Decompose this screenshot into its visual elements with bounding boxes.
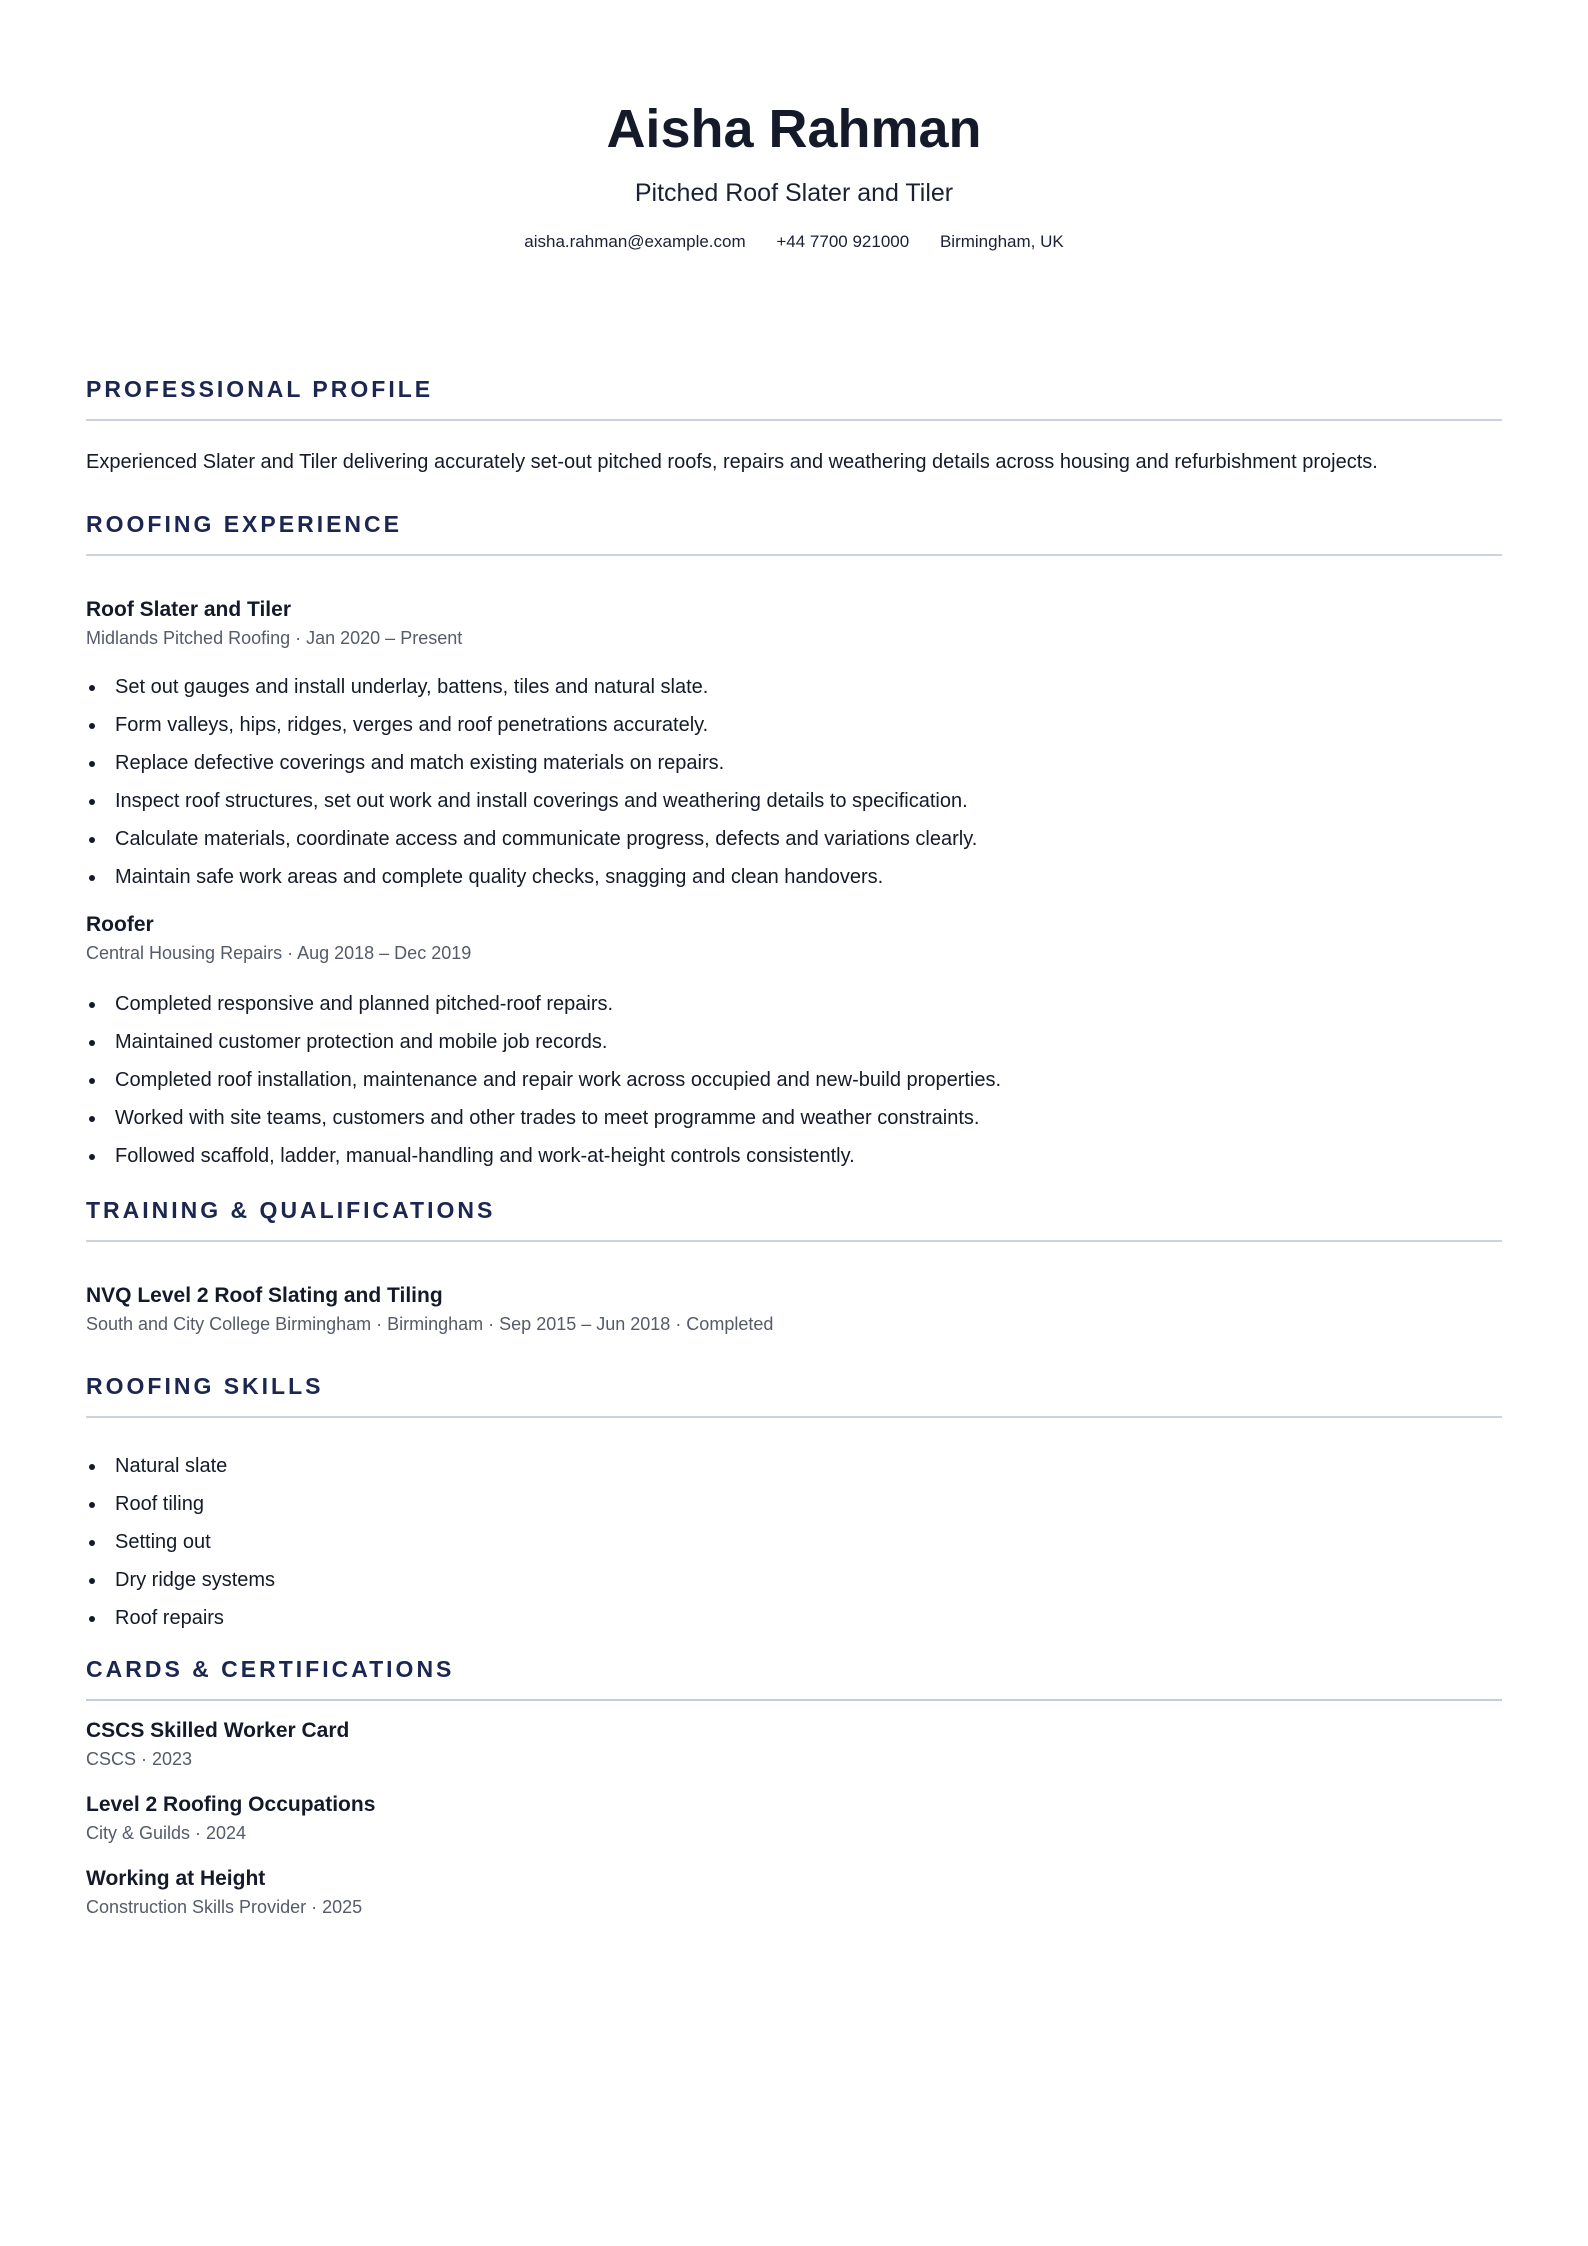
job-bullet: Followed scaffold, ladder, manual-handling and work-at-height controls consistently. (86, 1142, 1502, 1170)
job-bullets (86, 990, 1502, 1170)
qualification-name: NVQ Level 2 Roof Slating and Tiling (86, 1284, 443, 1307)
job-bullet: Completed roof installation, maintenance and repair work across occupied and new-build properties. (86, 1066, 1502, 1094)
certification-entry (86, 1790, 1502, 1846)
job-bullet: Set out gauges and install underlay, battens, tiles and natural slate. (86, 673, 1502, 701)
job-bullet: Replace defective coverings and match existing materials on repairs. (86, 749, 1502, 777)
section-divider (86, 554, 1502, 556)
certification-meta: Construction Skills Provider · 2025 (86, 1897, 363, 1917)
certification-entry (86, 1716, 1502, 1772)
job-bullet: Worked with site teams, customers and other trades to meet programme and weather constraints. (86, 1104, 1502, 1132)
qualification-meta: South and City College Birmingham · Birmingham · Sep 2015 – Jun 2018 · Completed (86, 1314, 774, 1334)
section-title-profile: PROFESSIONAL PROFILE (86, 376, 434, 402)
job-title: Roofer (86, 913, 154, 936)
section-title-experience: ROOFING EXPERIENCE (86, 511, 402, 537)
certification-entry (86, 1864, 1502, 1920)
section-divider (86, 419, 1502, 421)
qualification-entry (86, 1281, 1502, 1337)
section-divider (86, 1240, 1502, 1242)
certification-name: CSCS Skilled Worker Card (86, 1719, 350, 1742)
skills-section (86, 1370, 1502, 1632)
job-bullet: Maintain safe work areas and complete quality checks, snagging and clean handovers. (86, 863, 1502, 891)
job-meta: Central Housing Repairs · Aug 2018 – Dec 2019 (86, 943, 472, 963)
job-title: Roof Slater and Tiler (86, 598, 291, 621)
contact-phone: +44 7700 921000 (776, 232, 910, 251)
section-divider (86, 1699, 1502, 1701)
job-entry (86, 910, 1502, 1170)
resume-header (86, 0, 1502, 254)
certifications-section (86, 1653, 1502, 1920)
candidate-headline: Pitched Roof Slater and Tiler (634, 179, 954, 207)
skill-item: Natural slate (86, 1452, 1502, 1480)
certification-meta: City & Guilds · 2024 (86, 1823, 247, 1843)
skill-item: Dry ridge systems (86, 1566, 1502, 1594)
job-entry (86, 595, 1502, 891)
job-bullet: Completed responsive and planned pitched-roof repairs. (86, 990, 1502, 1018)
section-title-training: TRAINING & QUALIFICATIONS (86, 1197, 496, 1223)
job-bullet: Calculate materials, coordinate access and communicate progress, defects and variations clearly. (86, 825, 1502, 853)
contact-line (86, 230, 1502, 254)
candidate-name: Aisha Rahman (606, 99, 982, 159)
contact-location: Birmingham, UK (939, 232, 1064, 251)
job-bullet: Form valleys, hips, ridges, verges and roof penetrations accurately. (86, 711, 1502, 739)
skill-item: Setting out (86, 1528, 1502, 1556)
job-bullets (86, 673, 1502, 891)
skill-item: Roof tiling (86, 1490, 1502, 1518)
profile-summary: Experienced Slater and Tiler delivering accurately set-out pitched roofs, repairs and weathering details across housing and refurbishment projects. (86, 451, 1378, 473)
job-bullet: Maintained customer protection and mobile job records. (86, 1028, 1502, 1056)
certification-meta: CSCS · 2023 (86, 1749, 193, 1769)
profile-section (86, 373, 1502, 477)
certification-name: Level 2 Roofing Occupations (86, 1793, 376, 1816)
job-meta: Midlands Pitched Roofing · Jan 2020 – Present (86, 628, 463, 648)
section-title-certifications: CARDS & CERTIFICATIONS (86, 1656, 455, 1682)
experience-section (86, 508, 1502, 1170)
section-title-skills: ROOFING SKILLS (86, 1373, 324, 1399)
skills-list (86, 1452, 1502, 1632)
contact-email: aisha.rahman@example.com (524, 232, 746, 251)
section-divider (86, 1416, 1502, 1418)
job-bullet: Inspect roof structures, set out work and install coverings and weathering details to specification. (86, 787, 1502, 815)
certification-name: Working at Height (86, 1867, 266, 1890)
skill-item: Roof repairs (86, 1604, 1502, 1632)
training-section (86, 1194, 1502, 1337)
